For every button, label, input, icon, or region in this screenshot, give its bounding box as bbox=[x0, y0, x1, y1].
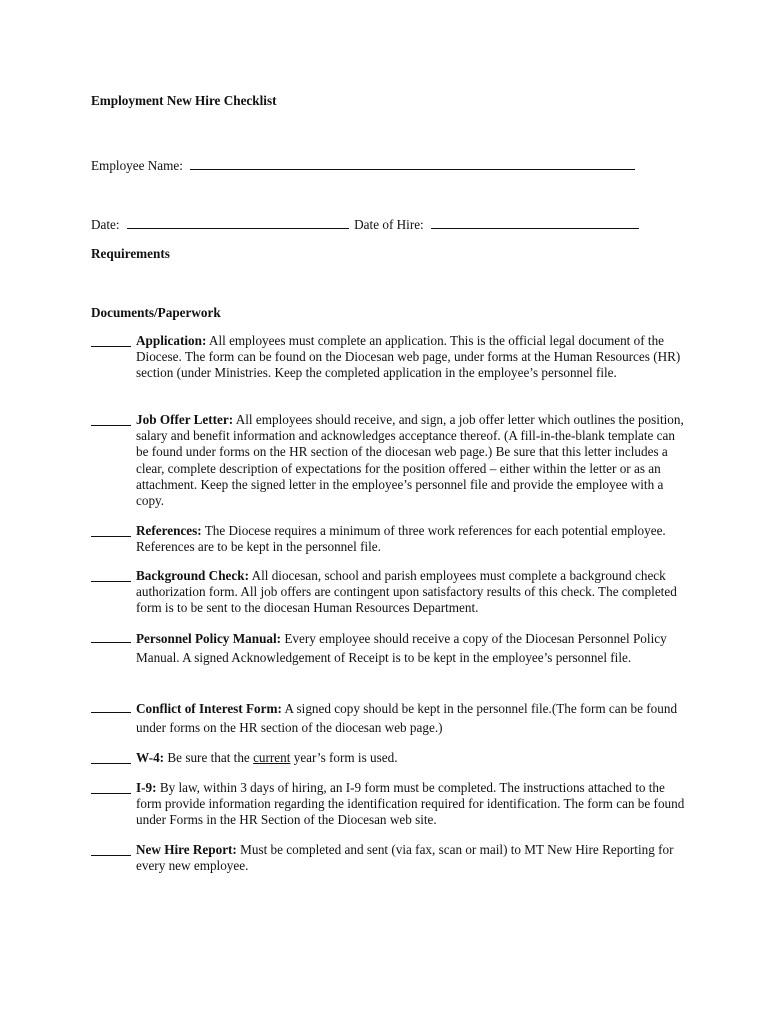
date-of-hire-label: Date of Hire: bbox=[354, 217, 424, 232]
checkbox-line[interactable] bbox=[91, 412, 131, 426]
employee-name-label: Employee Name: bbox=[91, 158, 183, 173]
checkbox-line[interactable] bbox=[91, 333, 131, 347]
item-label: New Hire Report: bbox=[136, 842, 237, 857]
item-text: The Diocese requires a minimum of three work references for each potential employee. References are to be kept in the personnel file. bbox=[136, 523, 666, 555]
checklist-item-personnel-policy-manual bbox=[91, 629, 691, 667]
date-label: Date: bbox=[91, 217, 120, 232]
checkbox-line[interactable] bbox=[91, 780, 131, 794]
item-text: All employees should receive, and sign, a job offer letter which outlines the position, salary and benefit information and acknowledges acceptance thereof. (A fill-in-the-blank template can be found under forms on the HR section of the diocesan web page.) Be sure that this letter includes a clear, complete description of expectations for the position offered – either within the letter or as an attachment. Keep the signed letter in the employee’s personnel file and provide the employee with a copy. bbox=[136, 412, 684, 509]
checkbox-line[interactable] bbox=[91, 568, 131, 582]
item-label: Application: bbox=[136, 333, 207, 348]
item-label: Job Offer Letter: bbox=[136, 412, 234, 427]
item-text-underlined: current bbox=[253, 750, 291, 765]
checkbox-line[interactable] bbox=[91, 629, 131, 643]
item-label: Personnel Policy Manual: bbox=[136, 631, 282, 646]
item-text: All diocesan, school and parish employees must complete a background check authorization form. All job offers are contingent upon satisfactory results of this check. The completed form is to be sent to the diocesan Human Resources Department. bbox=[136, 568, 677, 616]
item-text: A signed copy should be kept in the personnel file.(The form can be found under forms on the HR section of the diocesan web page.) bbox=[136, 701, 678, 735]
checklist-item-background-check bbox=[91, 568, 691, 617]
document-title: Employment New Hire Checklist bbox=[91, 93, 277, 108]
item-label: Background Check: bbox=[136, 568, 249, 583]
item-text: All employees must complete an application. This is the official legal document of the Diocese. The form can be found on the Diocesan web page, under forms at the Human Resources (HR) section (under Ministries. Keep the completed application in the employee’s personnel file. bbox=[136, 333, 681, 381]
employee-name-field[interactable] bbox=[190, 157, 635, 170]
item-label: I-9: bbox=[136, 780, 157, 795]
requirements-heading: Requirements bbox=[91, 246, 170, 261]
item-text-after: year’s form is used. bbox=[293, 750, 398, 765]
checkbox-line[interactable] bbox=[91, 523, 131, 537]
employee-name-row bbox=[91, 157, 635, 174]
checkbox-line[interactable] bbox=[91, 750, 131, 764]
checklist-item-conflict-of-interest bbox=[91, 699, 691, 737]
item-text-before: Be sure that the bbox=[167, 750, 250, 765]
checklist-item-new-hire-report bbox=[91, 842, 691, 874]
documents-heading: Documents/Paperwork bbox=[91, 305, 221, 320]
checklist-item-application bbox=[91, 333, 691, 382]
checklist-item-w4 bbox=[91, 750, 691, 766]
item-label: Conflict of Interest Form: bbox=[136, 701, 282, 716]
item-label: References: bbox=[136, 523, 202, 538]
checkbox-line[interactable] bbox=[91, 699, 131, 713]
checklist-item-references bbox=[91, 523, 691, 555]
item-text: By law, within 3 days of hiring, an I-9 form must be completed. The instructions attached to the form provide information regarding the identification required for identification. The form can be found under Forms in the HR Section of the Diocesan web site. bbox=[136, 780, 685, 828]
date-row bbox=[91, 216, 639, 233]
checklist-item-i9 bbox=[91, 780, 691, 829]
checkbox-line[interactable] bbox=[91, 842, 131, 856]
date-field[interactable] bbox=[127, 216, 349, 229]
item-label: W-4: bbox=[136, 750, 165, 765]
checklist-item-job-offer-letter bbox=[91, 412, 691, 509]
date-of-hire-field[interactable] bbox=[431, 216, 639, 229]
item-text: Must be completed and sent (via fax, scan or mail) to MT New Hire Reporting for every new employee. bbox=[136, 842, 674, 874]
item-text: Every employee should receive a copy of the Diocesan Personnel Policy Manual. A signed Acknowledgement of Receipt is to be kept in the employee’s personnel file. bbox=[136, 631, 667, 665]
